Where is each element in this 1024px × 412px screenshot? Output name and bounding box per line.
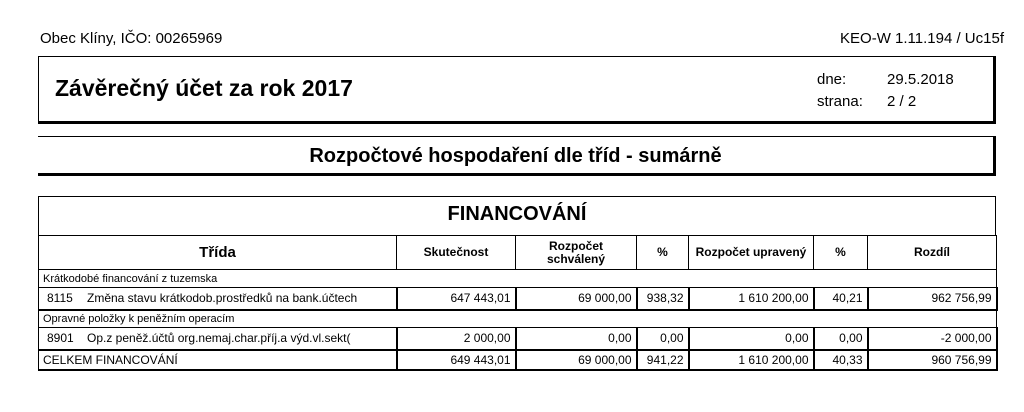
total-pct2: 40,33 [814, 350, 868, 370]
table-caption: FINANCOVÁNÍ [447, 203, 587, 225]
cell-pct2: 0,00 [814, 328, 868, 350]
date-label: dne: [817, 71, 847, 88]
total-schvaleny: 69 000,00 [516, 350, 637, 370]
page-label: strana: [817, 93, 863, 110]
col-header-trida: Třída [39, 236, 397, 270]
page-value: 2 / 2 [887, 93, 917, 110]
cell-skutecnost: 2 000,00 [397, 328, 516, 350]
table-header-row [39, 236, 997, 270]
organization-label: Obec Klíny, IČO: 00265969 [40, 30, 223, 47]
cell-pct1: 938,32 [637, 288, 689, 310]
cell-schvaleny: 69 000,00 [516, 288, 637, 310]
total-upraveny: 1 610 200,00 [689, 350, 814, 370]
total-pct1: 941,22 [637, 350, 689, 370]
col-header-upraveny: Rozpočet upravený [689, 236, 814, 270]
group-row [39, 270, 997, 288]
col-header-rozdil: Rozdíl [868, 236, 997, 270]
table-row [39, 328, 997, 350]
group-row [39, 310, 997, 328]
cell-rozdil: 962 756,99 [868, 288, 997, 310]
total-skutecnost: 649 443,01 [397, 350, 516, 370]
col-header-skutecnost: Skutečnost [397, 236, 516, 270]
section-title: Rozpočtové hospodaření dle tříd - sumárně [309, 145, 722, 167]
cell-rozdil: -2 000,00 [868, 328, 997, 350]
document-meta [817, 69, 954, 113]
cell-upraveny: 1 610 200,00 [689, 288, 814, 310]
group-label: Opravné položky k peněžním operacím [39, 310, 997, 328]
table-row [39, 288, 997, 310]
total-rozdil: 960 756,99 [868, 350, 997, 370]
cell-pct1: 0,00 [637, 328, 689, 350]
table-caption-box [38, 196, 996, 236]
cell-skutecnost: 647 443,01 [397, 288, 516, 310]
col-header-pct1: % [637, 236, 689, 270]
group-label: Krátkodobé financování z tuzemska [39, 270, 997, 288]
col-header-schvaleny: Rozpočet schválený [516, 236, 637, 270]
row-description [39, 328, 397, 350]
cell-schvaleny: 0,00 [516, 328, 637, 350]
row-code: 8115 [47, 291, 73, 306]
cell-upraveny: 0,00 [689, 328, 814, 350]
section-header [38, 136, 996, 176]
report-code: KEO-W 1.11.194 / Uc15f [840, 30, 1004, 47]
cell-pct2: 40,21 [814, 288, 868, 310]
total-row [39, 350, 997, 370]
total-label: CELKEM FINANCOVÁNÍ [39, 350, 397, 370]
row-description [39, 288, 397, 310]
row-name: Změna stavu krátkodob.prostředků na bank.účtech [87, 291, 358, 306]
col-header-pct2: % [814, 236, 868, 270]
title-box [38, 56, 996, 124]
row-code: 8901 [47, 331, 74, 346]
document-title: Závěrečný účet za rok 2017 [55, 75, 353, 101]
financing-table [38, 235, 998, 371]
row-name: Op.z peněž.účtů org.nemaj.char.příj.a výd.vl.sekt( [87, 331, 351, 346]
date-value: 29.5.2018 [887, 71, 954, 88]
